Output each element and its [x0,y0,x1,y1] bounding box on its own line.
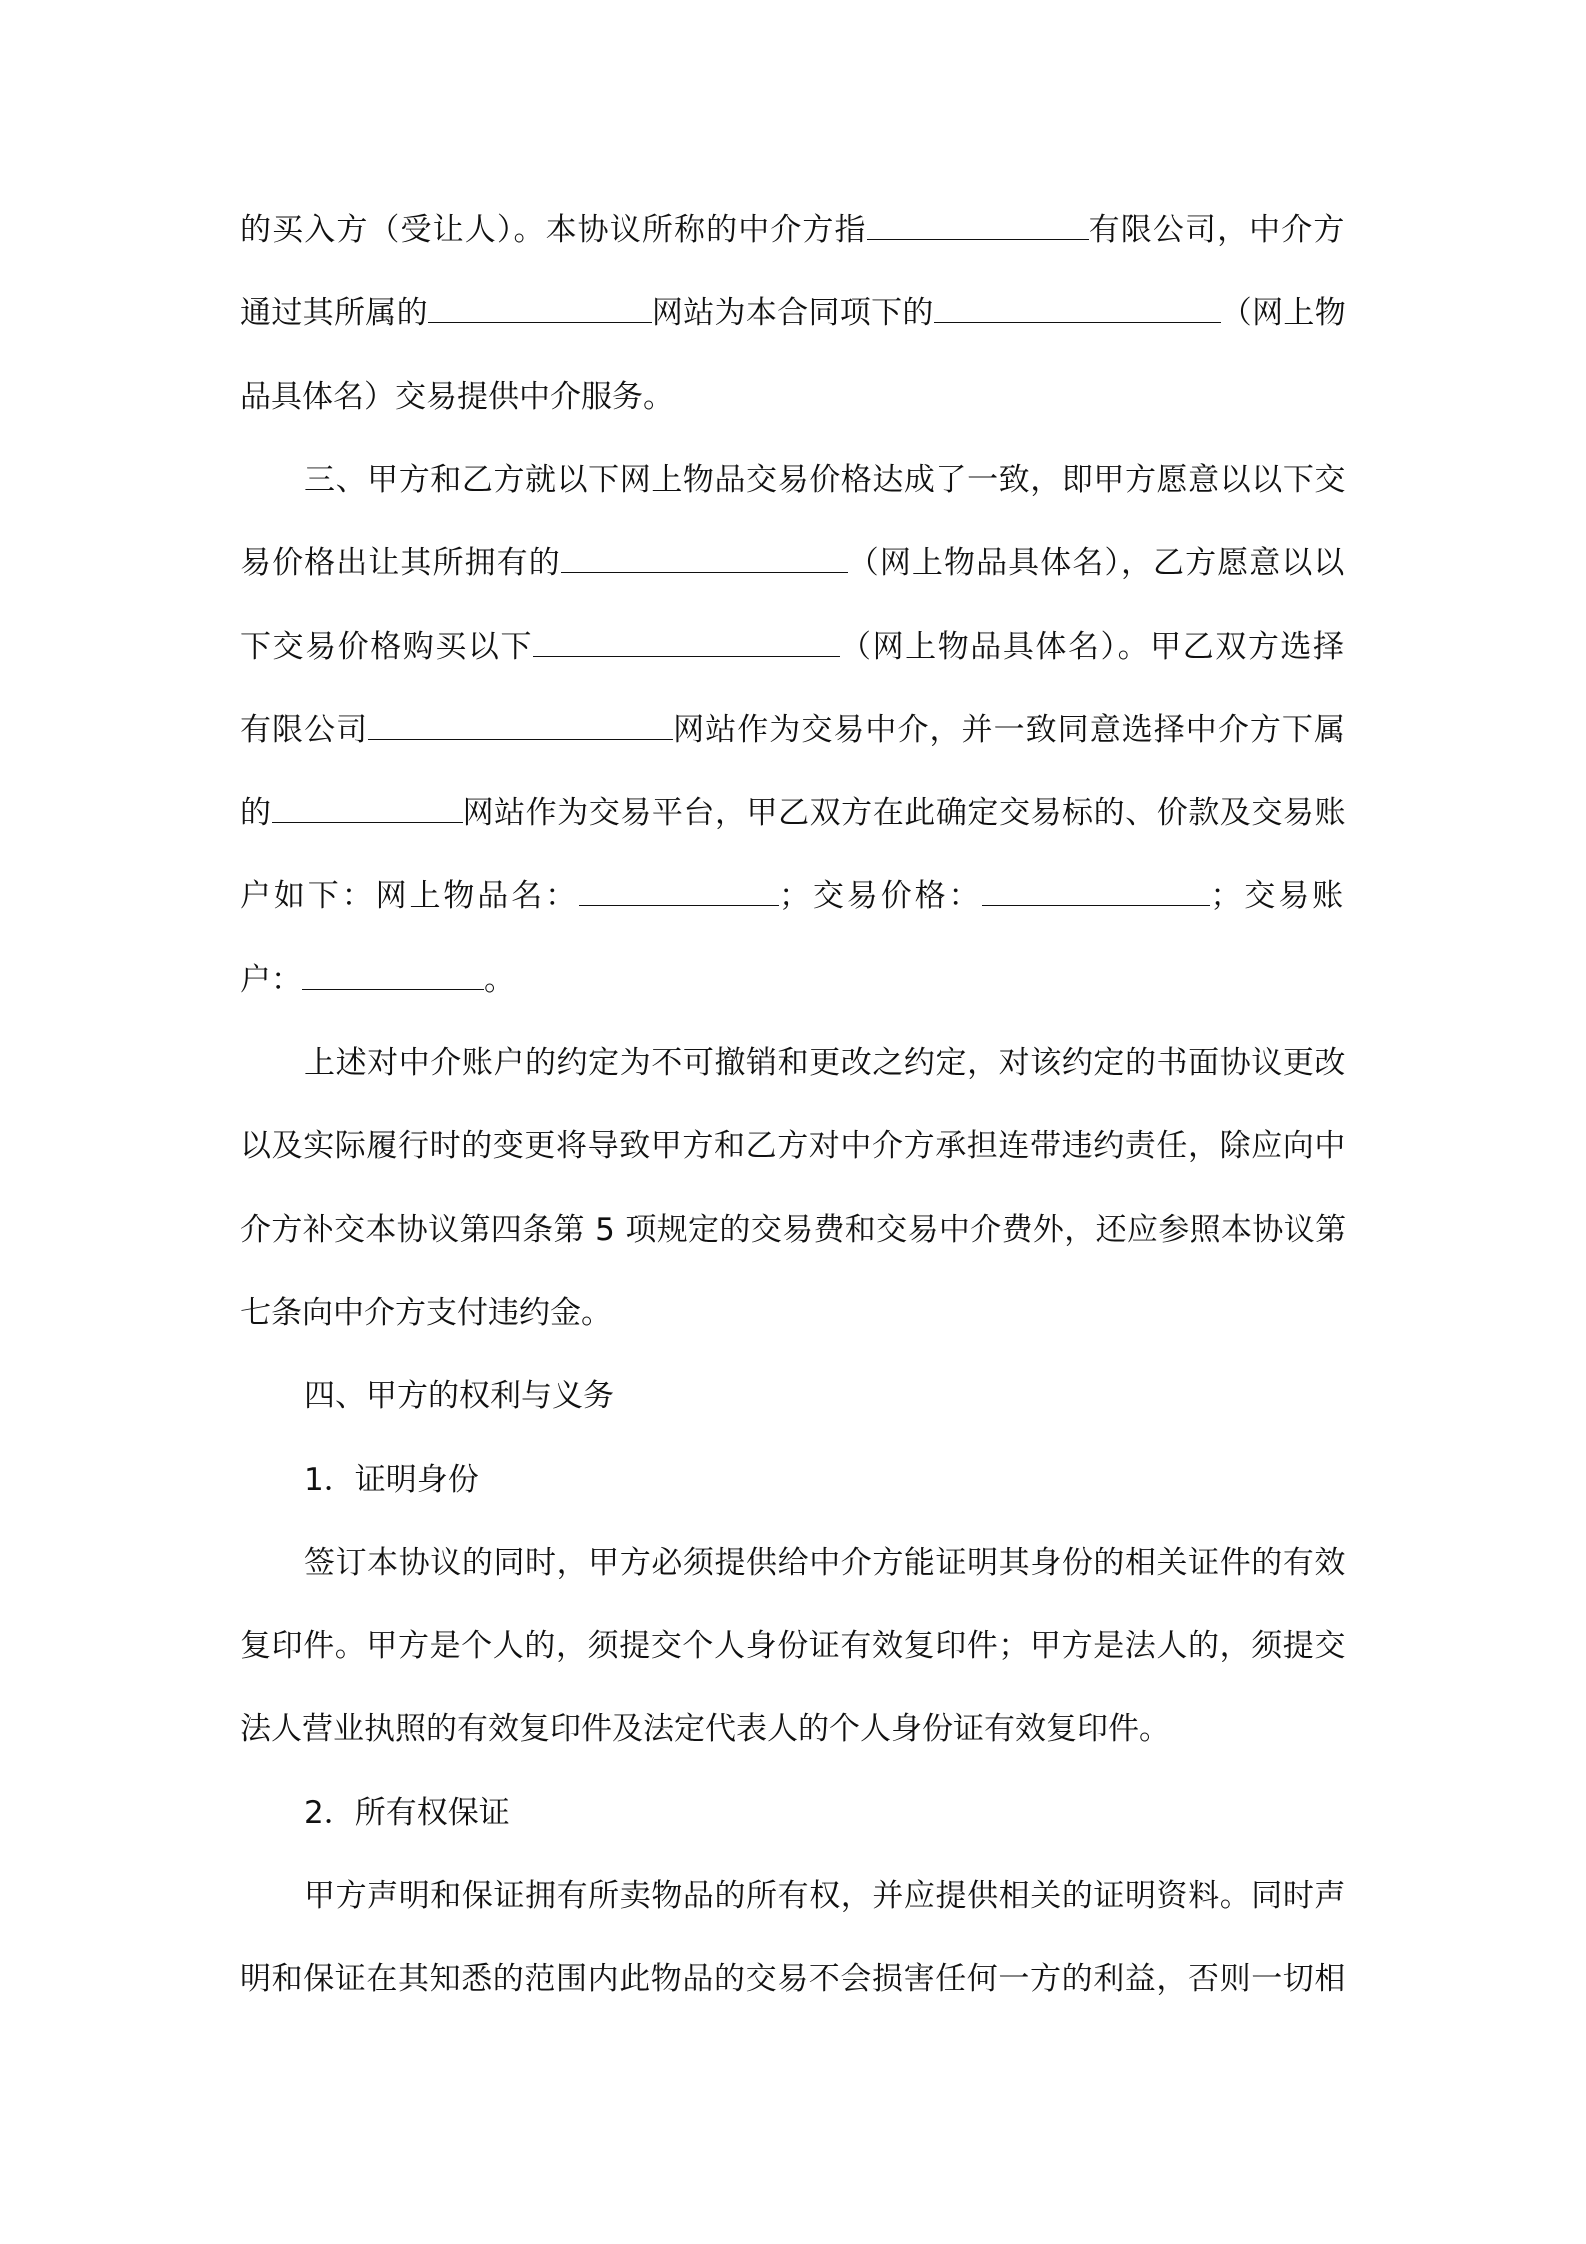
fill-in-blank[interactable] [579,875,779,906]
text-line [240,1208,1346,1252]
text-line [240,1707,1170,1751]
text-segment: 复印件。甲方是个人的，须提交个人身份证有效复印件；甲方是法人的，须提交 [240,1628,1346,1664]
text-segment: （网上物品具体名）。甲乙双方选择 [840,629,1346,665]
text-line [240,1374,614,1418]
text-segment: 签订本协议的同时，甲方必须提供给中介方能证明其身份的相关证件的有效 [304,1545,1346,1581]
text-segment: 品具体名）交易提供中介服务。 [240,379,674,415]
text-line [240,1041,1346,1085]
text-segment: 网站作为交易中介，并一致同意选择中介方下属 [673,712,1347,748]
text-line [240,708,1346,752]
text-line [240,1291,612,1335]
text-line [240,791,1346,835]
text-segment: 七条向中介方支付违约金。 [240,1295,612,1331]
text-line [240,1874,1346,1918]
text-segment: 易价格出让其所拥有的 [240,545,561,581]
text-line [240,375,674,419]
text-segment: 三、甲方和乙方就以下网上物品交易价格达成了一致，即甲方愿意以以下交 [304,462,1346,498]
text-segment: 网站作为交易平台，甲乙双方在此确定交易标的、价款及交易账 [462,795,1347,831]
text-line [240,1791,510,1835]
text-segment: 法人营业执照的有效复印件及法定代表人的个人身份证有效复印件。 [240,1711,1170,1747]
text-line [240,1458,479,1502]
text-line [240,1957,1346,2001]
fill-in-blank[interactable] [533,626,840,657]
text-segment: 四、甲方的权利与义务 [304,1378,614,1414]
text-segment: 下交易价格购买以下 [240,629,534,665]
text-line [240,1124,1346,1168]
fill-in-blank[interactable] [302,959,484,990]
fill-in-blank[interactable] [934,292,1221,323]
fill-in-blank[interactable] [428,292,652,323]
text-segment: 网站为本合同项下的 [651,295,934,331]
text-segment: ；交易价格： [779,878,983,914]
text-segment: 。 [484,962,515,998]
text-segment: 2．所有权保证 [304,1795,510,1831]
fill-in-blank[interactable] [982,875,1210,906]
text-segment: ；交易账 [1210,878,1347,914]
text-segment: 有限公司，中介方 [1088,212,1346,248]
text-line [240,541,1346,585]
text-line [240,458,1346,502]
text-line [240,291,1346,335]
text-segment: （网上物品具体名），乙方愿意以以 [847,545,1346,581]
fill-in-blank[interactable] [272,792,463,823]
text-segment: （网上物 [1220,295,1347,331]
text-line [240,958,515,1002]
text-segment: 介方补交本协议第四条第 5 项规定的交易费和交易中介费外，还应参照本协议第 [240,1212,1347,1248]
text-line [240,208,1346,252]
text-segment: 以及实际履行时的变更将导致甲方和乙方对中介方承担连带违约责任，除应向中 [240,1128,1346,1164]
fill-in-blank[interactable] [561,542,848,573]
text-segment: 有限公司 [240,712,369,748]
text-segment: 户如下：网上物品名： [240,878,579,914]
text-line [240,874,1346,918]
fill-in-blank[interactable] [867,209,1089,240]
text-segment: 甲方声明和保证拥有所卖物品的所有权，并应提供相关的证明资料。同时声 [304,1878,1346,1914]
text-segment: 的 [240,795,272,831]
text-segment: 通过其所属的 [240,295,428,331]
text-line [240,1541,1346,1585]
text-segment: 上述对中介账户的约定为不可撤销和更改之约定，对该约定的书面协议更改 [304,1045,1346,1081]
text-segment: 明和保证在其知悉的范围内此物品的交易不会损害任何一方的利益，否则一切相 [240,1961,1346,1997]
text-line [240,1624,1346,1668]
text-segment: 1．证明身份 [304,1462,479,1498]
text-segment: 户： [240,962,302,998]
fill-in-blank[interactable] [368,709,673,740]
text-segment: 的买入方（受让人）。本协议所称的中介方指 [240,212,867,248]
text-line [240,625,1346,669]
